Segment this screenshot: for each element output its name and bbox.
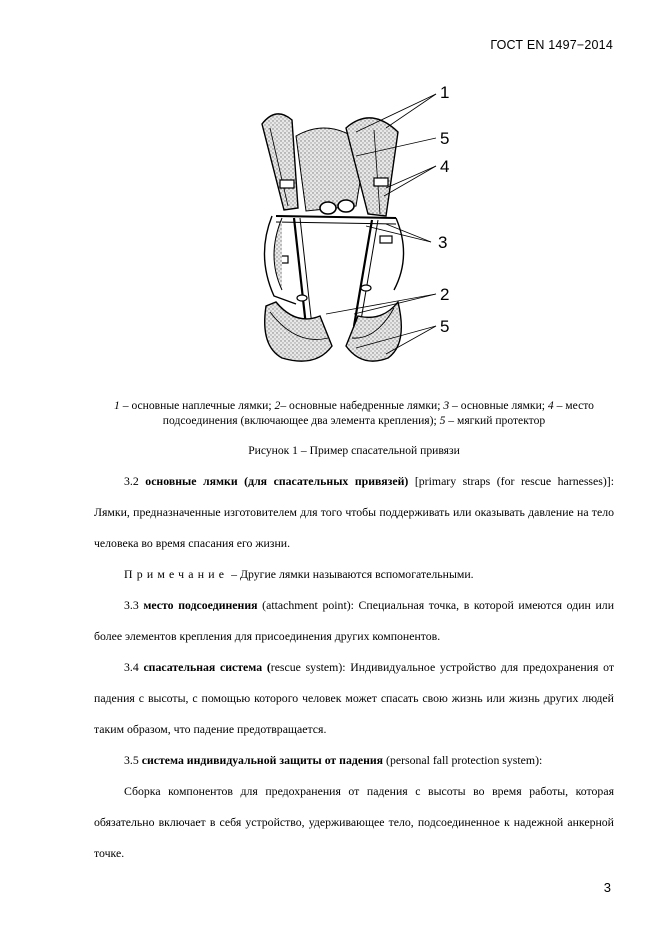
note-paragraph: Примечание – Другие лямки называются вспомогательными. [124, 567, 474, 581]
paragraph-3-5-body: Сборка компонентов для предохранения от падения с высоты во время работы, которая обязательно включает в себя устройство, удерживающее тело, подсоединенное к надежной анкерной точке. [94, 784, 614, 860]
callout-4: 4 [440, 157, 450, 176]
page-number: 3 [603, 880, 611, 895]
callout-5-top: 5 [440, 129, 450, 148]
harness-figure [236, 76, 476, 376]
paragraph-3-2: 3.2 основные лямки (для спасательных привязей) [primary straps (for rescue harnesses)]: Лямки, предназначенные изготовителем для того чтобы поддерживать или оказывать давление на тело человека во время спасания его жизни. [94, 474, 614, 550]
figure-title: Рисунок 1 – Пример спасательной привязи [248, 444, 460, 457]
paragraph-3-5: 3.5 система индивидуальной защиты от падения (personal fall protection system): [124, 753, 543, 767]
harness-drawing [236, 76, 476, 376]
paragraph-3-4: 3.4 спасательная система (rescue system): Индивидуальное устройство для предохранения от падения с высоты, с помощью которого человек может спасать свою жизнь или жизнь других людей таким образом, что падение предотвращается. [94, 660, 615, 736]
callout-3: 3 [438, 233, 448, 252]
figure-legend: 1 – основные наплечные лямки; 2– основные набедренные лямки; 3 – основные лямки; 4 – место подсоединения (включающее два элемента крепления); 5 – мягкий протектор [114, 399, 594, 427]
paragraph-3-3: 3.3 место подсоединения (attachment point): Специальная точка, в которой имеются один или более элементов крепления для присоединения других компонентов. [94, 598, 615, 643]
page-header: ГОСТ EN 1497−2014 [490, 38, 613, 52]
callout-2: 2 [440, 285, 450, 304]
callout-1: 1 [440, 83, 450, 102]
section-text [94, 466, 614, 869]
callout-5-bottom: 5 [440, 317, 450, 336]
